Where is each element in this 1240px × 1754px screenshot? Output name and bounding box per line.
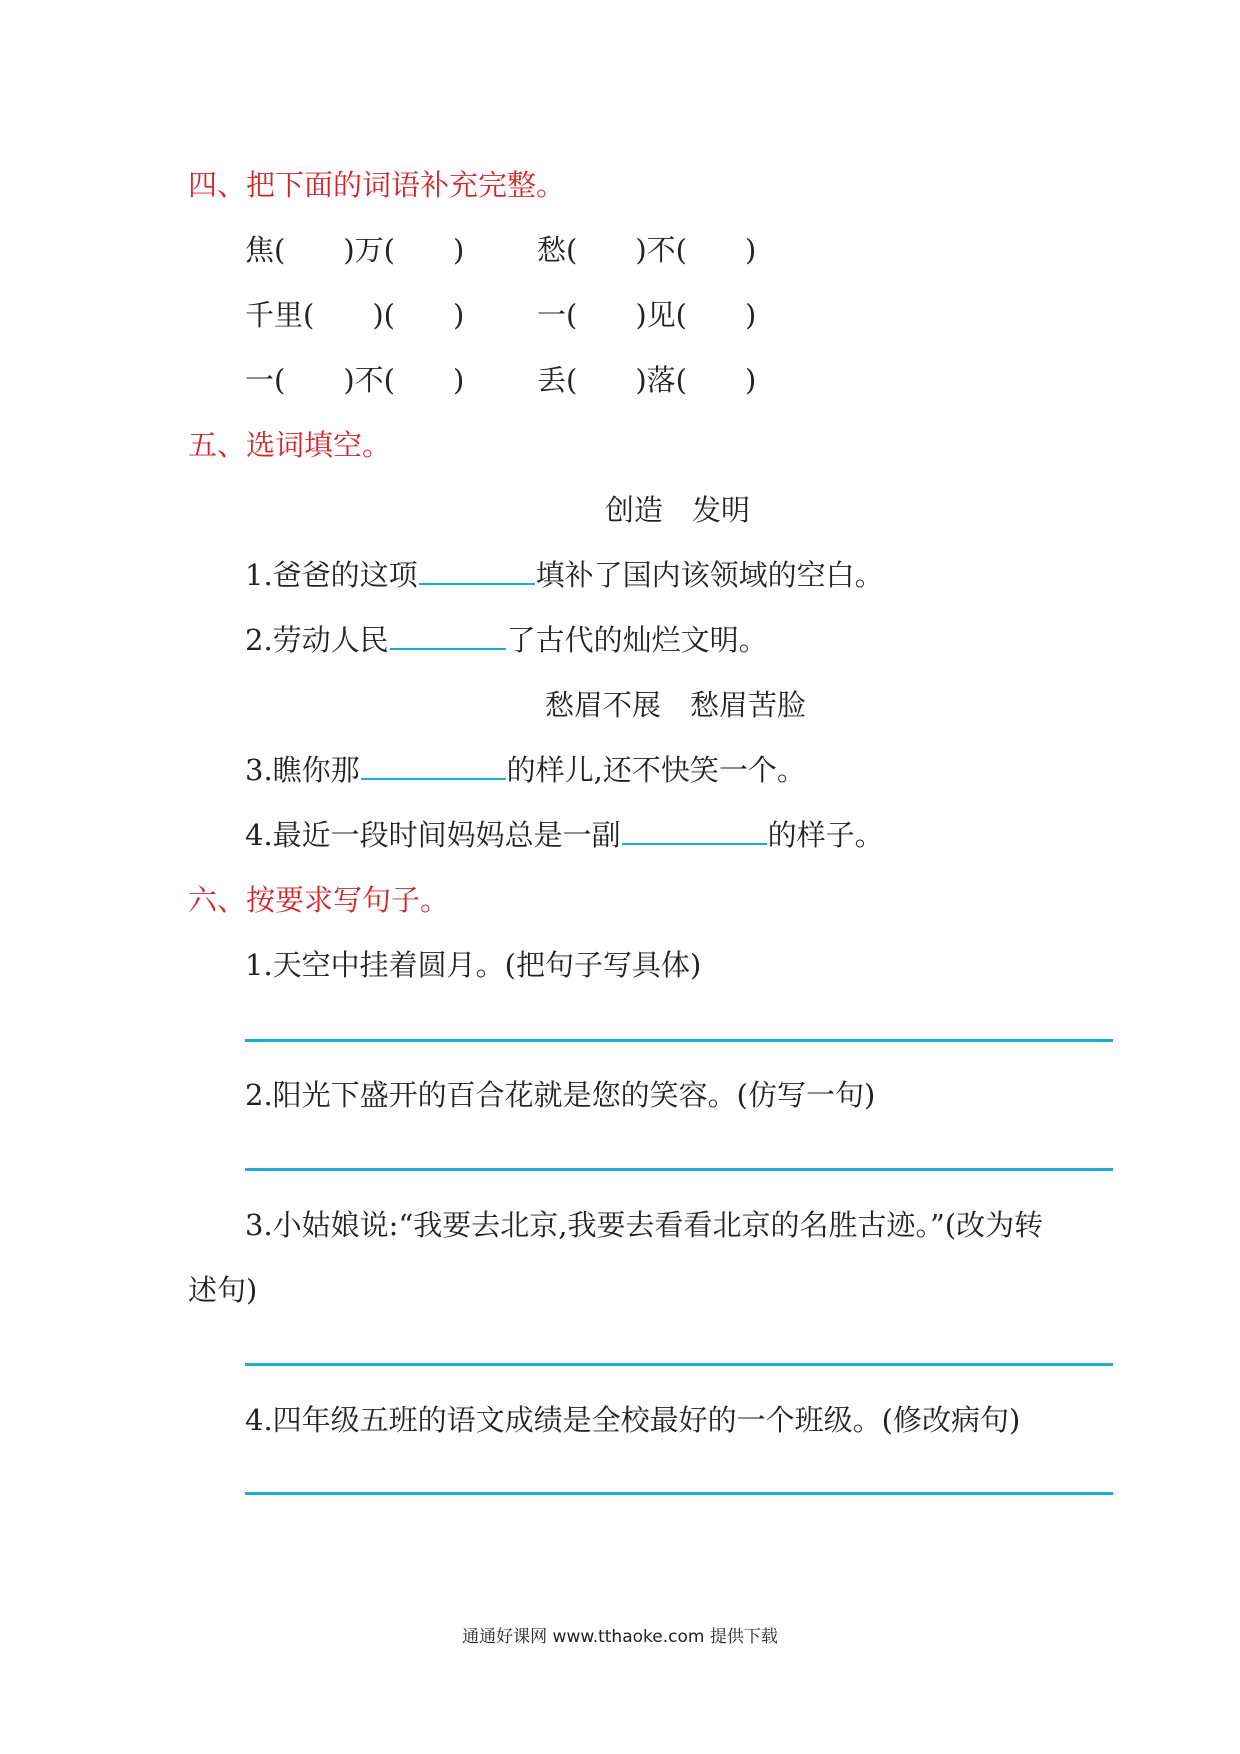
q3-blank[interactable] <box>361 748 506 780</box>
idiom-5: 一( )不( ) <box>245 363 465 397</box>
idiom-1: 焦( )万( ) <box>245 233 465 267</box>
answer-line-1[interactable] <box>245 1039 1113 1042</box>
sentence-question-3-line-2: 述句) <box>188 1273 258 1307</box>
fill-question-1 <box>245 553 884 594</box>
idiom-4: 一( )见( ) <box>537 298 757 332</box>
answer-line-2[interactable] <box>245 1168 1113 1171</box>
q2-blank[interactable] <box>390 618 506 650</box>
q1-blank[interactable] <box>419 553 535 585</box>
q1-after: 填补了国内该领域的空白。 <box>535 558 884 592</box>
answer-line-4[interactable] <box>245 1492 1113 1495</box>
section-6-heading: 六、按要求写句子。 <box>188 883 450 917</box>
idiom-row-2 <box>245 293 756 334</box>
idiom-row-1 <box>245 228 756 269</box>
section-5-heading: 五、选词填空。 <box>188 428 392 462</box>
sentence-question-3-line-1: 3.小姑娘说:“我要去北京,我要去看看北京的名胜古迹。”(改为转 <box>245 1208 1044 1242</box>
idiom-6: 丢( )落( ) <box>537 363 757 397</box>
word-options-2: 愁眉不展 愁眉苦脸 <box>545 688 807 722</box>
q1-before: 1.爸爸的这项 <box>245 558 418 592</box>
idiom-row-3 <box>245 358 756 399</box>
q4-after: 的样子。 <box>767 818 884 852</box>
q2-before: 2.劳动人民 <box>245 623 389 657</box>
idiom-2: 愁( )不( ) <box>537 233 757 267</box>
fill-question-2 <box>245 618 768 659</box>
sentence-question-4: 4.四年级五班的语文成绩是全校最好的一个班级。(修改病句) <box>245 1403 1021 1437</box>
sentence-question-2: 2.阳光下盛开的百合花就是您的笑容。(仿写一句) <box>245 1078 876 1112</box>
answer-line-3[interactable] <box>245 1363 1113 1366</box>
word-options-1: 创造 发明 <box>605 493 751 527</box>
fill-question-3 <box>245 748 806 789</box>
q4-blank[interactable] <box>622 813 767 845</box>
page-footer: 通通好课网 www.tthaoke.com 提供下载 <box>462 1627 778 1647</box>
q3-after: 的样儿,还不快笑一个。 <box>506 753 806 787</box>
idiom-3: 千里( )( ) <box>245 298 465 332</box>
section-4-heading: 四、把下面的词语补充完整。 <box>188 168 566 202</box>
q2-after: 了古代的灿烂文明。 <box>506 623 768 657</box>
q3-before: 3.瞧你那 <box>245 753 360 787</box>
sentence-question-1: 1.天空中挂着圆月。(把句子写具体) <box>245 948 702 982</box>
q4-before: 4.最近一段时间妈妈总是一副 <box>245 818 621 852</box>
fill-question-4 <box>245 813 884 854</box>
